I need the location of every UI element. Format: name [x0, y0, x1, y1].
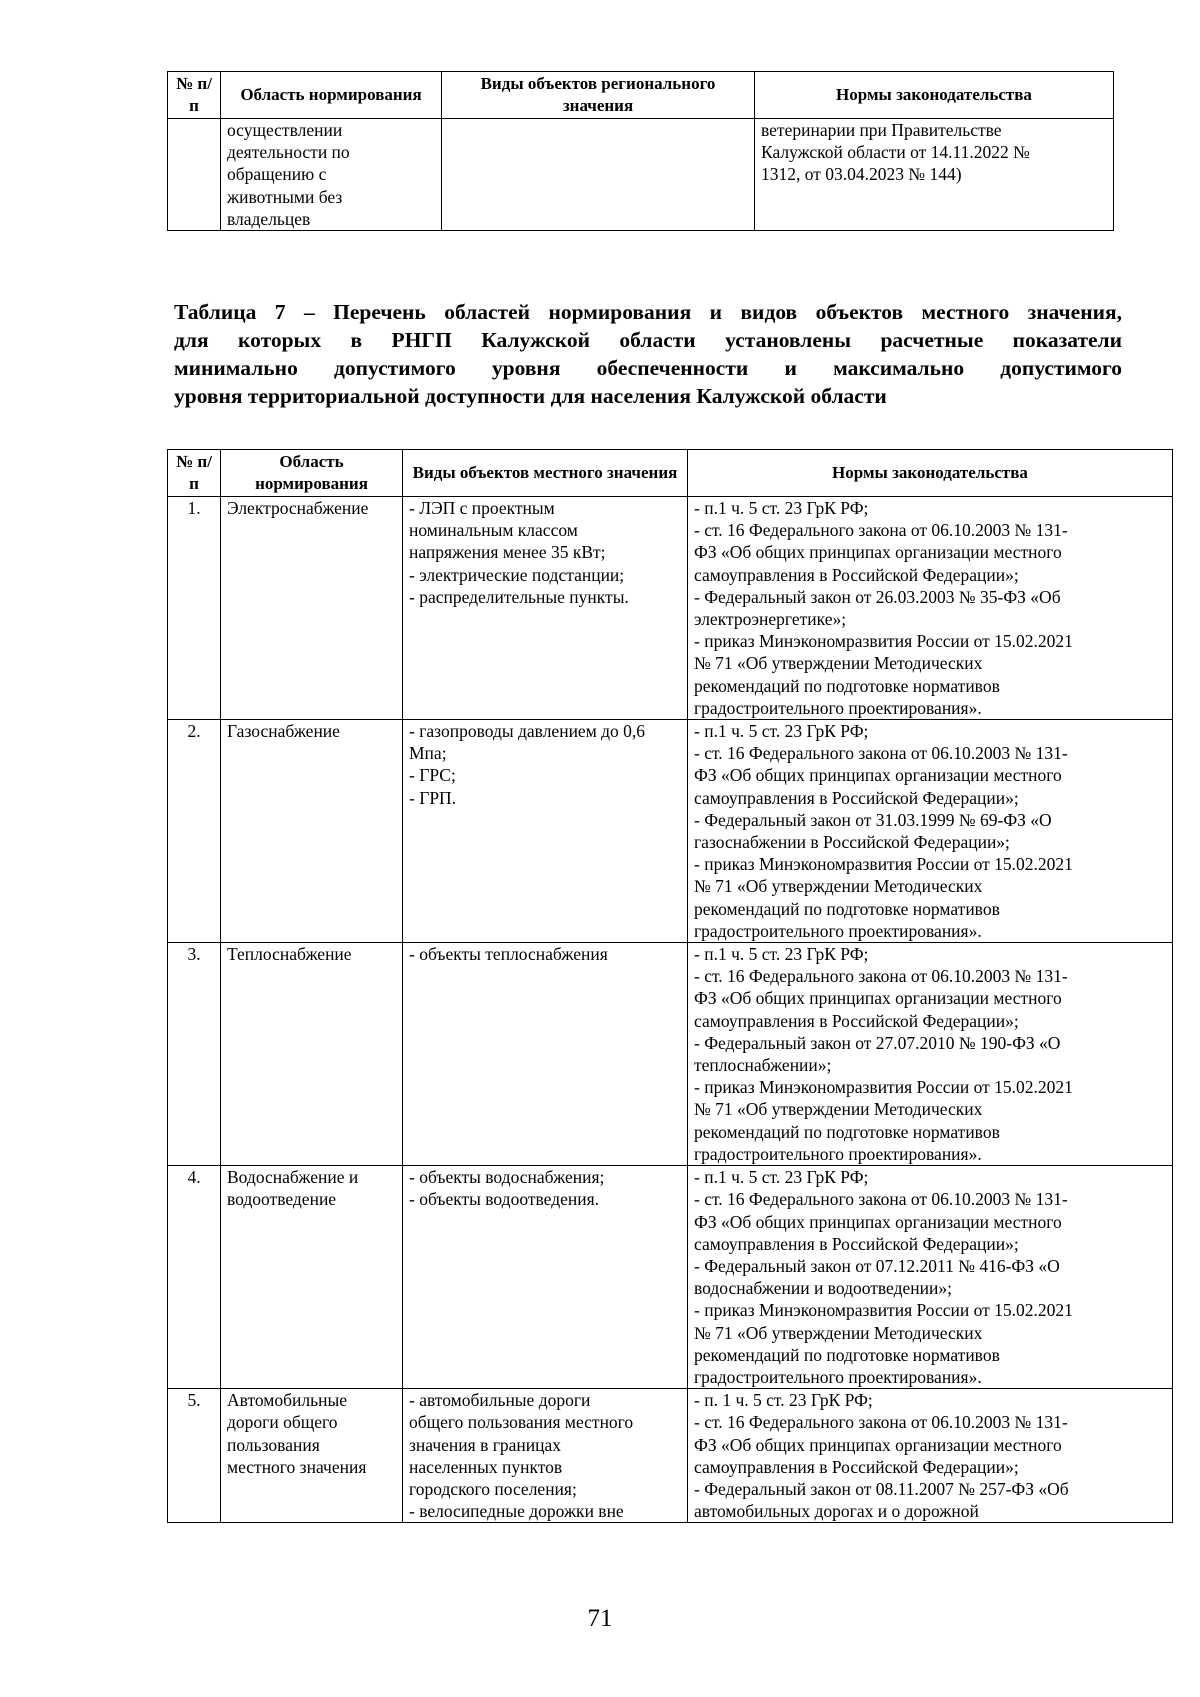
- row-objects: [442, 119, 755, 231]
- cell-line: дороги общего: [227, 1412, 338, 1433]
- cell-line: - ст. 16 Федерального закона от 06.10.2003 № 131-: [694, 1412, 1068, 1433]
- main-table-header-row: [168, 450, 1173, 497]
- cell-line: Калужской области от 14.11.2022 №: [761, 142, 1030, 163]
- cell-line: - объекты водоотведения.: [409, 1189, 600, 1210]
- row-area: [221, 119, 442, 231]
- cell-line: номинальным классом: [409, 520, 578, 541]
- cell-line: - ст. 16 Федерального закона от 06.10.2003 № 131-: [694, 966, 1068, 987]
- cell-line: - п.1 ч. 5 ст. 23 ГрК РФ;: [694, 1167, 869, 1188]
- header-num: № п/п: [168, 72, 221, 119]
- cell-line: - ст. 16 Федерального закона от 06.10.2003 № 131-: [694, 520, 1068, 541]
- row-num: 1.: [168, 497, 221, 720]
- header-area: Область нормирования: [221, 72, 442, 119]
- cell-line: - п. 1 ч. 5 ст. 23 ГрК РФ;: [694, 1390, 873, 1411]
- cell-line: местного значения: [227, 1456, 367, 1477]
- cell-line: - ЛЭП с проектным: [409, 498, 555, 518]
- row-area: [221, 497, 403, 720]
- cell-line: Газоснабжение: [227, 721, 340, 742]
- row-area: [221, 1166, 403, 1389]
- row-objects: [403, 720, 688, 943]
- cell-line: самоуправления в Российской Федерации»;: [694, 1010, 1019, 1031]
- cell-line: - Федеральный закон от 07.12.2011 № 416-ФЗ «О: [694, 1255, 1060, 1276]
- cell-line: № 71 «Об утверждении Методических: [694, 1322, 983, 1343]
- cell-line: № 71 «Об утверждении Методических: [694, 653, 983, 674]
- page-number: 71: [587, 1605, 613, 1632]
- cell-line: общего пользования местного: [409, 1412, 634, 1433]
- table-row: [168, 1389, 1173, 1523]
- cell-line: - приказ Минэкономразвития России от 15.02.2021: [694, 631, 1073, 652]
- cell-line: напряжения менее 35 кВт;: [409, 542, 606, 563]
- cell-line: градостроительного проектирования».: [694, 697, 982, 718]
- cell-line: - п.1 ч. 5 ст. 23 ГрК РФ;: [694, 721, 869, 742]
- header-objects: Виды объектов местного значения: [403, 450, 688, 497]
- previous-table: [167, 71, 1114, 231]
- cell-line: - Федеральный закон от 27.07.2010 № 190-ФЗ «О: [694, 1032, 1061, 1053]
- cell-line: значения в границах: [409, 1434, 562, 1455]
- cell-line: ФЗ «Об общих принципах организации местного: [694, 988, 1062, 1009]
- cell-line: градостроительного проектирования».: [694, 1366, 982, 1387]
- cell-line: - ГРС;: [409, 765, 456, 786]
- header-num: № п/п: [168, 450, 221, 497]
- caption-line: уровня территориальной доступности для населения Калужской области: [174, 384, 887, 408]
- cell-line: - Федеральный закон от 31.03.1999 № 69-ФЗ «О: [694, 809, 1052, 830]
- table-caption: [174, 298, 1122, 410]
- cell-line: градостроительного проектирования».: [694, 920, 982, 941]
- row-area: [221, 720, 403, 943]
- cell-line: - ст. 16 Федерального закона от 06.10.2003 № 131-: [694, 743, 1068, 764]
- cell-line: - велосипедные дорожки вне: [409, 1501, 624, 1522]
- cell-line: ФЗ «Об общих принципах организации местного: [694, 1211, 1062, 1232]
- cell-line: - ст. 16 Федерального закона от 06.10.2003 № 131-: [694, 1189, 1068, 1210]
- cell-line: Мпа;: [409, 743, 447, 764]
- cell-line: - п.1 ч. 5 ст. 23 ГрК РФ;: [694, 944, 869, 965]
- row-norms: [755, 119, 1114, 231]
- row-area: [221, 1389, 403, 1523]
- row-objects: [403, 497, 688, 720]
- cell-line: рекомендаций по подготовке нормативов: [694, 675, 1000, 696]
- cell-line: № 71 «Об утверждении Методических: [694, 876, 983, 897]
- cell-line: самоуправления в Российской Федерации»;: [694, 1233, 1019, 1254]
- cell-line: - объекты водоснабжения;: [409, 1167, 605, 1188]
- cell-line: рекомендаций по подготовке нормативов: [694, 1121, 1000, 1142]
- header-norms: Нормы законодательства: [688, 450, 1173, 497]
- cell-line: теплоснабжении»;: [694, 1055, 832, 1076]
- cell-line: осуществлении: [227, 120, 343, 140]
- cell-line: ФЗ «Об общих принципах организации местного: [694, 765, 1062, 786]
- cell-line: № 71 «Об утверждении Методических: [694, 1099, 983, 1120]
- cell-line: - приказ Минэкономразвития России от 15.02.2021: [694, 854, 1073, 875]
- row-norms: [688, 1166, 1173, 1389]
- row-area: [221, 943, 403, 1166]
- cell-line: - распределительные пункты.: [409, 586, 629, 607]
- cell-line: - приказ Минэкономразвития России от 15.02.2021: [694, 1300, 1073, 1321]
- cell-line: - газопроводы давлением до 0,6: [409, 721, 646, 742]
- cell-line: Теплоснабжение: [227, 944, 352, 965]
- cell-line: - Федеральный закон от 08.11.2007 № 257-ФЗ «Об: [694, 1478, 1069, 1499]
- row-norms: [688, 720, 1173, 943]
- table-row: [168, 497, 1173, 720]
- cell-line: - приказ Минэкономразвития России от 15.02.2021: [694, 1077, 1073, 1098]
- table-row: [168, 943, 1173, 1166]
- cell-line: городского поселения;: [409, 1478, 577, 1499]
- row-objects: [403, 1389, 688, 1523]
- cell-line: Водоснабжение и: [227, 1167, 359, 1188]
- cell-line: самоуправления в Российской Федерации»;: [694, 1456, 1019, 1477]
- caption-line: для которых в РНГП Калужской области установлены расчетные показатели: [174, 328, 1122, 352]
- table-row: [168, 720, 1173, 943]
- caption-line: Таблица 7 – Перечень областей нормирования и видов объектов местного значения,: [174, 300, 1122, 324]
- cell-line: водоотведение: [227, 1189, 337, 1210]
- cell-line: самоуправления в Российской Федерации»;: [694, 787, 1019, 808]
- cell-line: - ГРП.: [409, 787, 457, 808]
- cell-line: рекомендаций по подготовке нормативов: [694, 1344, 1000, 1365]
- cell-line: - автомобильные дороги: [409, 1390, 591, 1411]
- cell-line: владельцев: [227, 208, 311, 229]
- cell-line: пользования: [227, 1434, 320, 1455]
- cell-line: - п.1 ч. 5 ст. 23 ГрК РФ;: [694, 498, 869, 518]
- cell-line: электроэнергетике»;: [694, 609, 847, 630]
- cell-line: ФЗ «Об общих принципах организации местного: [694, 542, 1062, 563]
- cell-line: обращению с: [227, 164, 327, 185]
- row-num: 2.: [168, 720, 221, 943]
- main-table-body: [168, 497, 1173, 1523]
- row-norms: [688, 943, 1173, 1166]
- row-num: 4.: [168, 1166, 221, 1389]
- cell-line: ФЗ «Об общих принципах организации местного: [694, 1434, 1062, 1455]
- main-table: [167, 449, 1173, 1523]
- cell-line: Автомобильные: [227, 1390, 347, 1411]
- row-norms: [688, 1389, 1173, 1523]
- cell-line: - объекты теплоснабжения: [409, 944, 608, 965]
- cell-line: - электрические подстанции;: [409, 564, 625, 585]
- row-objects: [403, 1166, 688, 1389]
- cell-line: водоснабжении и водоотведении»;: [694, 1278, 952, 1299]
- cell-line: автомобильных дорогах и о дорожной: [694, 1501, 979, 1522]
- header-objects: Виды объектов регионального значения: [442, 72, 755, 119]
- cell-line: населенных пунктов: [409, 1456, 563, 1477]
- cell-line: животными без: [227, 186, 343, 207]
- table-row: [168, 1166, 1173, 1389]
- table-row: [168, 119, 1114, 231]
- caption-line: минимально допустимого уровня обеспеченности и максимально допустимого: [174, 356, 1122, 380]
- cell-line: рекомендаций по подготовке нормативов: [694, 898, 1000, 919]
- cell-line: деятельности по: [227, 142, 350, 163]
- row-num: [168, 119, 221, 231]
- cell-line: - Федеральный закон от 26.03.2003 № 35-ФЗ «Об: [694, 586, 1061, 607]
- header-area: Область нормирования: [221, 450, 403, 497]
- previous-table-header-row: [168, 72, 1114, 119]
- row-norms: [688, 497, 1173, 720]
- row-num: 3.: [168, 943, 221, 1166]
- cell-line: Электроснабжение: [227, 498, 369, 518]
- row-num: 5.: [168, 1389, 221, 1523]
- cell-line: ветеринарии при Правительстве: [761, 120, 1002, 140]
- header-norms: Нормы законодательства: [755, 72, 1114, 119]
- cell-line: самоуправления в Российской Федерации»;: [694, 564, 1019, 585]
- cell-line: 1312, от 03.04.2023 № 144): [761, 164, 962, 185]
- row-objects: [403, 943, 688, 1166]
- cell-line: газоснабжении в Российской Федерации»;: [694, 832, 1010, 853]
- cell-line: градостроительного проектирования».: [694, 1143, 982, 1164]
